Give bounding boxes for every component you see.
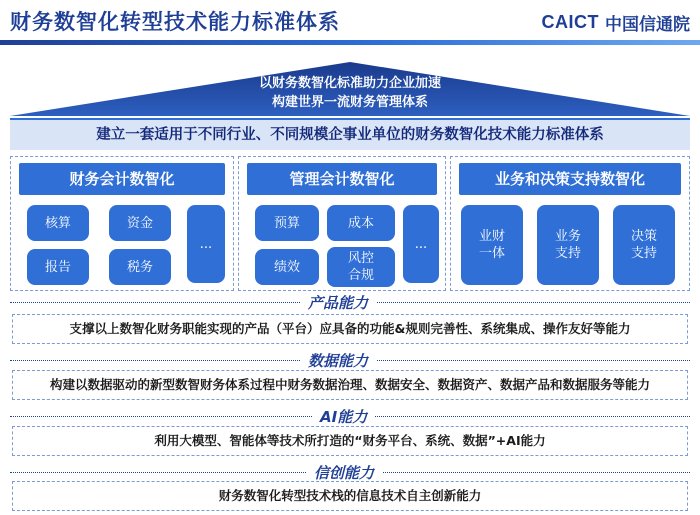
- roof-text-line1: 以财务数智化标准助力企业加速: [258, 76, 441, 91]
- tile-more: ...: [403, 205, 439, 283]
- logo-chinese: 中国信通院: [605, 14, 690, 35]
- logo-english: CAICT: [541, 11, 599, 32]
- capability-title-xinchuang: 信创能力: [306, 462, 382, 483]
- standard-system-band: 建立一套适用于不同行业、不同规模企事业单位的财务数智化技术能力标准体系: [10, 118, 690, 150]
- tile-budget: 预算: [255, 205, 319, 241]
- tile-funds: 资金: [109, 205, 171, 241]
- tile-accounting: 核算: [27, 205, 89, 241]
- capability-title-data: 数据能力: [300, 350, 376, 371]
- tile-tax: 税务: [109, 249, 171, 285]
- capability-desc-data: 构建以数据驱动的新型数智财务体系过程中财务数据治理、数据安全、数据资产、数据产品和数据服务等能力: [12, 370, 688, 400]
- panel-management-accounting: [238, 156, 446, 291]
- panel-title: 业务和决策支持数智化: [459, 163, 681, 195]
- tile-decision-support: 决策 支持: [613, 205, 675, 285]
- capability-desc-xinchuang: 财务数智化转型技术栈的信息技术自主创新能力: [12, 481, 688, 511]
- title-underline: [0, 40, 700, 45]
- roof-text-line2: 构建世界一流财务管理体系: [271, 95, 428, 110]
- tile-business-finance-integration: 业财 一体: [461, 205, 523, 285]
- capability-desc-ai: 利用大模型、智能体等技术所打造的“财务平台、系统、数据”+AI能力: [12, 426, 688, 456]
- capability-title-product: 产品能力: [300, 292, 376, 313]
- panel-financial-accounting: [10, 156, 234, 291]
- caict-logo: [542, 8, 691, 36]
- panel-title: 财务会计数智化: [19, 163, 225, 195]
- tile-business-support: 业务 支持: [537, 205, 599, 285]
- tile-risk-compliance: 风控 合规: [327, 247, 395, 287]
- panel-title: 管理会计数智化: [247, 163, 437, 195]
- capability-title-ai: AI能力: [312, 406, 375, 427]
- tile-cost: 成本: [327, 205, 395, 241]
- capability-desc-product: 支撑以上数智化财务职能实现的产品（平台）应具备的功能&规则完善性、系统集成、操作友好等能力: [12, 314, 688, 344]
- tile-more: ...: [187, 205, 225, 283]
- tile-performance: 绩效: [255, 249, 319, 285]
- panel-business-decision-support: [450, 156, 690, 291]
- tile-reporting: 报告: [27, 249, 89, 285]
- page-title: 财务数智化转型技术能力标准体系: [10, 10, 340, 34]
